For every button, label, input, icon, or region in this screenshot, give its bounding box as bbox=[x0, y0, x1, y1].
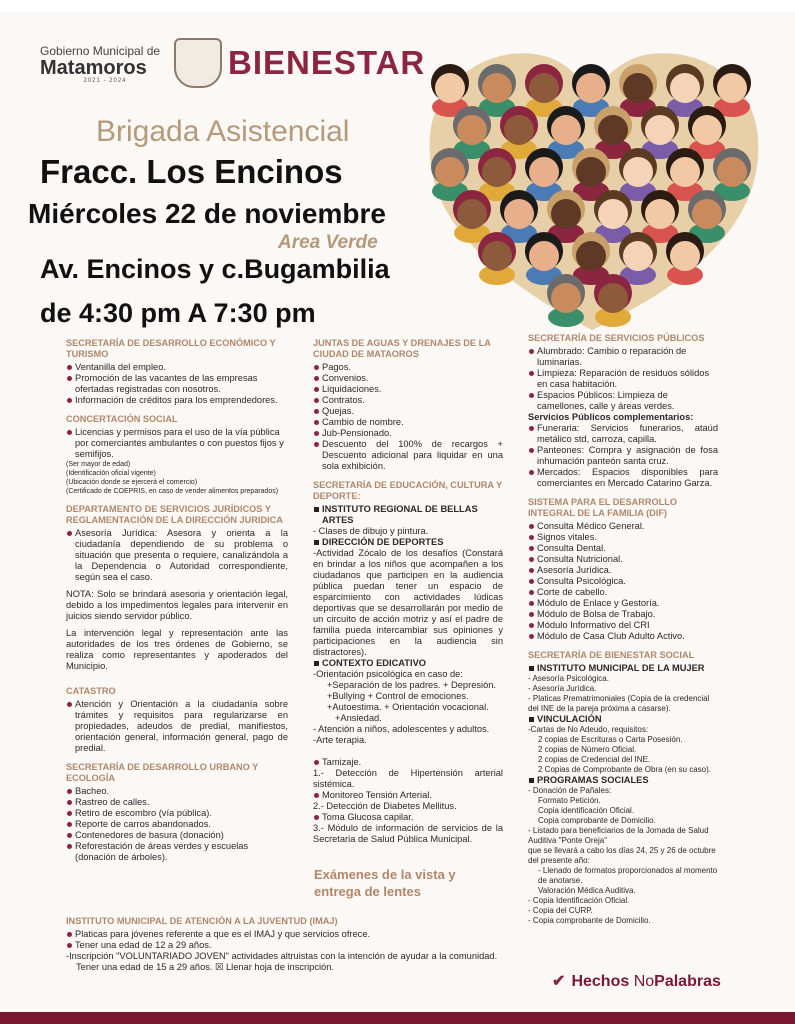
paragraph: -Actividad Zócalo de los desafíos (Constará en brindar a los niños que acompañen a los ciudadanos que participen en la audiencia pública puedan tener un espacio de esparcimiento con actividades lúdicas deportivas que se desarrollarán por medio de un circuito de acción motriz y así el padre de familia pueda intercambiar sus opiniones y participaciones en la audiencia sin distractores). bbox=[313, 548, 503, 657]
person-icon bbox=[713, 64, 751, 117]
bottom-border bbox=[0, 1012, 795, 1024]
coat-of-arms-icon bbox=[174, 38, 222, 88]
event-time: de 4:30 pm A 7:30 pm bbox=[40, 298, 316, 328]
list-item: Contratos. bbox=[313, 395, 503, 406]
list-item: Espacios Públicos: Limpieza de camellones, calle y áreas verdes. bbox=[528, 390, 718, 412]
list-item: Jub-Pensionado. bbox=[313, 428, 503, 439]
list-item: - Donación de Pañales: bbox=[528, 786, 612, 795]
list-item: Copia identificación Oficial. bbox=[538, 806, 635, 815]
list-item: Liquidaciones. bbox=[313, 384, 503, 395]
list-item: Convenios. bbox=[313, 373, 503, 384]
list-item: +Autoestima. + Orientación vocacional. bbox=[327, 702, 489, 712]
list-item: Tamizaje. bbox=[313, 757, 503, 768]
subsection-title: INSTITUTO REGIONAL DE BELLAS ARTES bbox=[313, 504, 503, 526]
list-item: - Copia Identificación Oficial. bbox=[528, 896, 630, 905]
list-item: Copia comprobante de Domicilio. bbox=[538, 816, 656, 825]
location-title: Fracc. Los Encinos bbox=[40, 153, 343, 190]
list-item: +Bullying + Control de emociones. bbox=[327, 691, 469, 701]
top-border bbox=[0, 0, 795, 12]
people-heart-illustration bbox=[420, 40, 765, 340]
section-title: CONCERTACIÓN SOCIAL bbox=[66, 414, 178, 424]
list-item: Reporte de carros abandonados. bbox=[66, 819, 288, 830]
note: (Ubicación donde se ejercerá el comercio) bbox=[66, 479, 198, 486]
list-item: Consulta Nutricional. bbox=[528, 554, 718, 565]
list-item: - Asesoría Jurídica. bbox=[528, 684, 597, 693]
list-item: Módulo de Enlace y Gestoría. bbox=[528, 598, 718, 609]
list-item: Contenedores de basura (donación) bbox=[66, 830, 288, 841]
list-item: - Copia comprobante de Domicilio. bbox=[528, 916, 651, 925]
list-item: - Copia del CURP. bbox=[528, 906, 593, 915]
section-title: DEPARTAMENTO DE SERVICIOS JURÍDICOS Y REGLAMENTACIÓN DE LA DIRECCIÓN JURIDICA bbox=[66, 504, 283, 525]
check-icon: ✔ bbox=[552, 973, 566, 990]
area-label: Area Verde bbox=[278, 232, 378, 253]
imaj-section bbox=[66, 916, 536, 973]
list-item: Quejas. bbox=[313, 406, 503, 417]
section-title: SECRETARÍA DE SERVICIOS PÚBLICOS bbox=[528, 333, 705, 343]
list-item: Alumbrado: Cambio o reparación de luminarias. bbox=[528, 346, 718, 368]
list-item: Consulta Médico General. bbox=[528, 521, 718, 532]
note: (Certificado de COEPRIS, en caso de vender alimentos preparados) bbox=[66, 488, 279, 495]
list-item: Consulta Psicológica. bbox=[528, 576, 718, 587]
list-item: Módulo de Casa Club Adulto Activo. bbox=[528, 631, 718, 642]
list-item: - Atención a niños, adolescentes y adultos. bbox=[313, 724, 490, 734]
list-item: Descuento del 100% de recargos + Descuento adicional para liquidar en una sola exhibición. bbox=[313, 439, 503, 472]
list-item: Pagos. bbox=[313, 362, 503, 373]
list-item: Mercados: Espacios disponibles para comerciantes en Mercado Catarino Garza. bbox=[528, 467, 718, 489]
note: (Ser mayor de edad) bbox=[66, 461, 131, 468]
list-item: Ventanilla del empleo. bbox=[66, 362, 288, 373]
list-item: Asesoría Jurídica. bbox=[528, 565, 718, 576]
list-item: Panteones: Compra y asignación de fosa inhumación panteón santa cruz. bbox=[528, 445, 718, 467]
list-item: Licencias y permisos para el uso de la vía pública por comerciantes ambulantes o con puestos fijos y semifijos. bbox=[66, 427, 288, 460]
list-item: Platicas para jóvenes referente a que es el IMAJ y que servicios ofrece. bbox=[66, 929, 536, 940]
list-item: Formato Petición. bbox=[538, 796, 601, 805]
event-date: Miércoles 22 de noviembre bbox=[28, 198, 386, 229]
government-logo: Gobierno Municipal de Matamoros 2021 - 2024 bbox=[40, 44, 161, 84]
slogan: ✔ Hechos NoPalabras bbox=[552, 973, 721, 990]
list-item: Reforestación de áreas verdes y escuelas (donación de árboles). bbox=[66, 841, 288, 863]
list-item: Tener una edad de 12 a 29 años. bbox=[66, 940, 536, 951]
section-title: SISTEMA PARA EL DESARROLLO INTEGRAL DE LA FAMILIA (DIF) bbox=[528, 497, 678, 518]
list-item: Valoración Médica Auditiva. bbox=[538, 886, 636, 895]
list-item: -Orientación psicológica en caso de: bbox=[313, 669, 463, 679]
person-icon bbox=[666, 232, 704, 285]
list-item: Signos vitales. bbox=[528, 532, 718, 543]
list-item: 1.- Detección de Hipertensión arterial sistémica. bbox=[313, 768, 503, 789]
list-item: - Listado para beneficiarios de la Jornada de Salud Auditiva "Ponte Oreja" bbox=[528, 826, 709, 845]
list-item: -Cartas de No Adeudo, requisitos: bbox=[528, 725, 649, 734]
subsection-title: INSTITUTO MUNICIPAL DE LA MUJER bbox=[528, 663, 718, 674]
person-icon bbox=[619, 232, 657, 285]
eye-exam-title: Exámenes de la vista y entrega de lentes bbox=[314, 867, 456, 899]
list-item: 2 copias de Número Oficial. bbox=[538, 745, 637, 754]
list-item: Tener una edad de 15 a 29 años. ☒ Llenar hoja de inscripción. bbox=[76, 962, 334, 972]
brand-title: BIENESTAR bbox=[228, 44, 426, 81]
list-item: Módulo de Bolsa de Trabajo. bbox=[528, 609, 718, 620]
note: (Identificación oficial vigente) bbox=[66, 470, 156, 477]
section-title: SECRETARÍA DE DESARROLLO ECONÓMICO Y TURISMO bbox=[66, 338, 276, 359]
paragraph: NOTA: Solo se brindará asesoria y orientación legal, debido a los impedimentos legales para intervenir en juicios siendo servidor público. bbox=[66, 589, 288, 621]
list-item: Toma Glucosa capilar. bbox=[313, 812, 503, 823]
paragraph: La intervención legal y representación ante las autoridades de los tres órdenes de Gobierno, se realiza como representantes y apoderados del Municipio. bbox=[66, 628, 288, 671]
health-section bbox=[313, 757, 503, 845]
subsection-title: DIRECCIÓN DE DEPORTES bbox=[313, 537, 503, 548]
person-icon bbox=[453, 190, 491, 243]
list-item: Rastreo de calles. bbox=[66, 797, 288, 808]
subsection-title: CONTEXTO EDICATIVO bbox=[313, 658, 503, 669]
person-icon bbox=[713, 148, 751, 201]
list-item: Consulta Dental. bbox=[528, 543, 718, 554]
list-item: 2.- Detección de Diabetes Mellitus. bbox=[313, 801, 457, 811]
list-item: 3.- Módulo de información de servicios de la Secretaria de Salud Pública Municipal. bbox=[313, 823, 503, 844]
list-item: +Separación de los padres. + Depresión. bbox=[327, 680, 497, 690]
list-item: Monitoreo Tensión Arterial. bbox=[313, 790, 503, 801]
list-item: - Asesoría Psicológica. bbox=[528, 674, 609, 683]
section-title: CATASTRO bbox=[66, 686, 116, 696]
brigade-title: Brigada Asistencial bbox=[96, 115, 350, 148]
list-item: Información de créditos para los emprendedores. bbox=[66, 395, 288, 406]
list-item: +Ansiedad. bbox=[335, 713, 382, 723]
subsection-title: VINCULACIÓN bbox=[528, 714, 718, 725]
list-item: 2 copias de Escrituras o Carta Posesión. bbox=[538, 735, 683, 744]
list-item: Cambio de nombre. bbox=[313, 417, 503, 428]
paragraph: Atención y Orientación a la ciudadanía sobre trámites y requisitos para regularizarse en propiedades, adeudos de predial, manifiestos, orientación general, información general, pago de predial. bbox=[66, 699, 288, 754]
person-icon bbox=[478, 232, 516, 285]
person-icon bbox=[594, 274, 632, 327]
list-item: - Clases de dibujo y pintura. bbox=[313, 526, 429, 536]
list-item: Limpieza: Reparación de residuos sólidos en casa habitación. bbox=[528, 368, 718, 390]
subsection-title: Servicios Públicos complementarios: bbox=[528, 412, 694, 422]
person-icon bbox=[547, 274, 585, 327]
list-item: 2 copias de Credencial del INE. bbox=[538, 755, 651, 764]
section-title: INSTITUTO MUNICIPAL DE ATENCIÓN A LA JUVENTUD (IMAJ) bbox=[66, 916, 338, 926]
column-left bbox=[66, 338, 288, 863]
list-item: 2 Copias de Comprobante de Obra (en su caso). bbox=[538, 765, 711, 774]
list-item: - Platicas Prematrimoniales (Copia de la credencial del INE de la pareja próxima a casarse). bbox=[528, 694, 710, 713]
list-item: que se llevará a cabo los días 24, 25 y 26 de octubre del presente año: bbox=[528, 846, 716, 865]
list-item: Bacheo. bbox=[66, 786, 288, 797]
list-item: - Llenado de formatos proporcionados al momento de anotarse. bbox=[538, 866, 718, 885]
section-title: SECRETARÍA DE DESARROLLO URBANO Y ECOLOGÍA bbox=[66, 762, 259, 783]
subsection-title: PROGRAMAS SOCIALES bbox=[528, 775, 718, 786]
column-middle bbox=[313, 338, 503, 746]
section-title: SECRETARÍA DE BIENESTAR SOCIAL bbox=[528, 650, 695, 660]
section-title: SECRETARÍA DE EDUCACIÓN, CULTURA Y DEPORTE: bbox=[313, 480, 503, 501]
list-item: Corte de cabello. bbox=[528, 587, 718, 598]
list-item: Promoción de las vacantes de las empresas ofertadas registradas con nosotros. bbox=[66, 373, 288, 395]
list-item: Retiro de escombro (vía pública). bbox=[66, 808, 288, 819]
column-right bbox=[528, 333, 718, 926]
list-item: Funeraria: Servicios funerarios, ataúd metálico std, carroza, capilla. bbox=[528, 423, 718, 445]
list-item: -Arte terapia. bbox=[313, 735, 367, 745]
list-item: Módulo Informativo del CRI bbox=[528, 620, 718, 631]
paragraph: Asesoría Jurídica: Asesora y orienta a la ciudadanía dependiendo de su problema o situación que presenta o requiere, canalizándola a la Dependencia o Autoridad correspondiente, según sea el caso. bbox=[66, 528, 288, 583]
section-title: JUNTAS DE AGUAS Y DRENAJES DE LA CIUDAD DE MATAOROS bbox=[313, 338, 491, 359]
event-address: Av. Encinos y c.Bugambilia bbox=[40, 254, 390, 284]
list-item: -Inscripción "VOLUNTARIADO JOVEN" actividades altruistas con la intención de ayudar a la comunidad. bbox=[66, 951, 498, 961]
